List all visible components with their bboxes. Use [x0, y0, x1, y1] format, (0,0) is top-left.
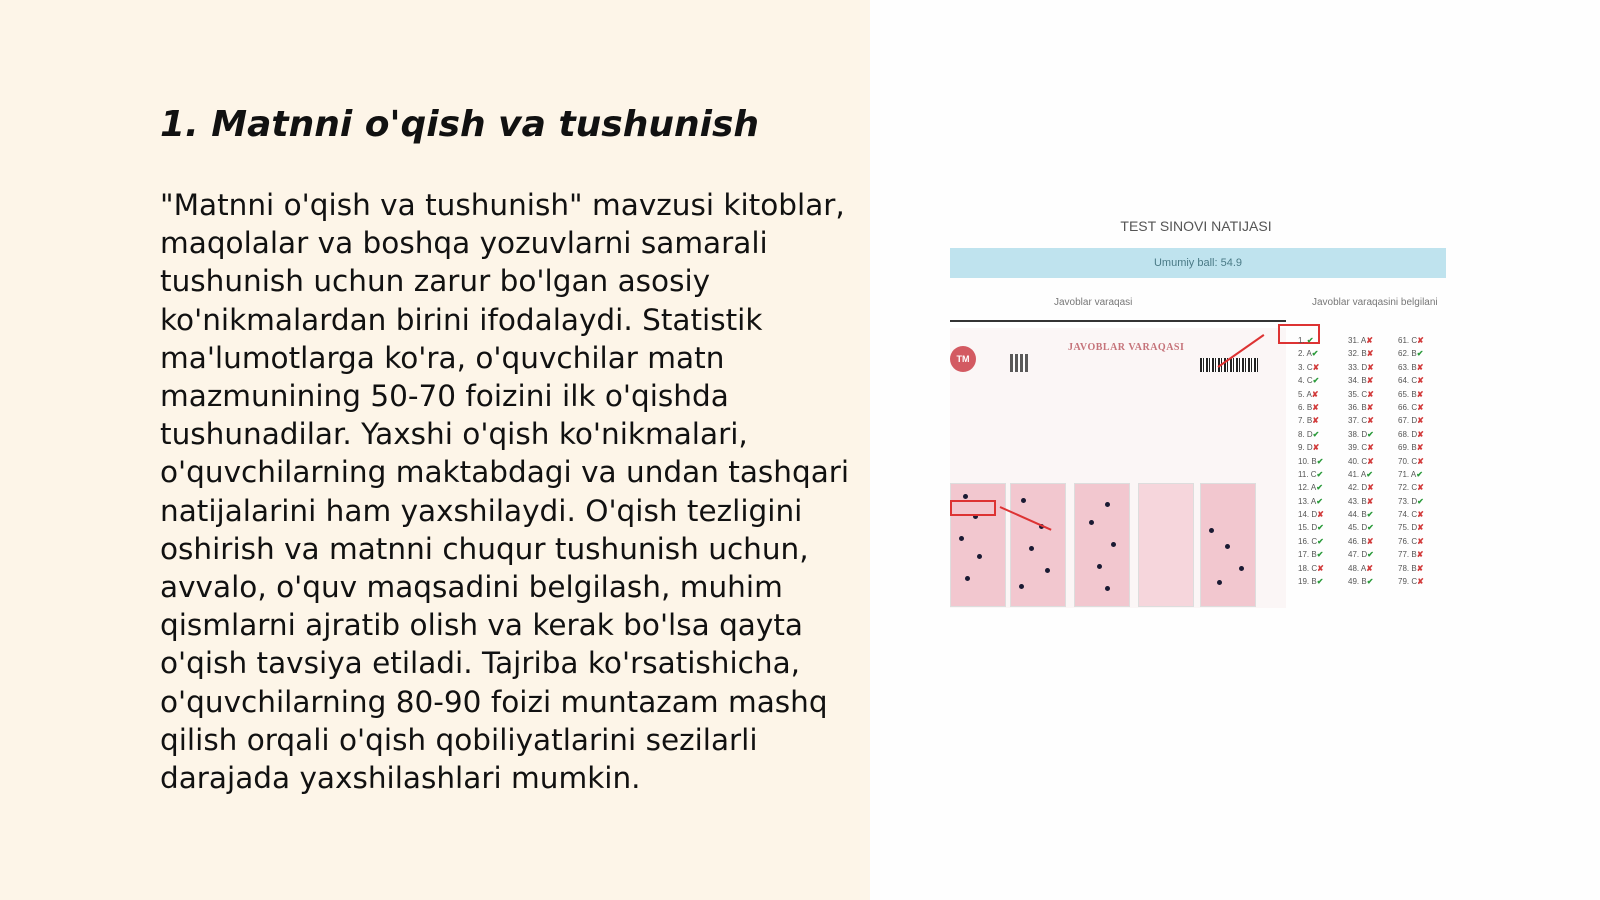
answer-item: 19. B✔	[1298, 577, 1324, 587]
answer-item: 79. C✘	[1398, 577, 1424, 587]
bubble-column	[1138, 483, 1194, 607]
answer-item: 61. C✘	[1398, 336, 1424, 345]
answer-item: 33. D✘	[1348, 362, 1374, 372]
answer-row	[1298, 575, 1448, 588]
answer-item: 46. B✘	[1348, 536, 1374, 546]
answer-item: 38. D✔	[1348, 429, 1374, 439]
answer-key-grid	[1298, 334, 1448, 606]
highlight-box	[950, 500, 996, 516]
bubble-column	[1074, 483, 1130, 607]
answer-row	[1298, 374, 1448, 387]
qr-code-icon	[1010, 354, 1028, 372]
answer-item: 39. C✘	[1348, 443, 1374, 453]
answer-row	[1298, 562, 1448, 575]
answer-item: 77. B✘	[1398, 550, 1424, 560]
figure-title: TEST SINOVI NATIJASI	[1120, 218, 1272, 234]
answer-item: 70. C✘	[1398, 456, 1424, 466]
answer-item: 40. C✘	[1348, 456, 1374, 466]
answer-item: 2. A✔	[1298, 349, 1319, 359]
answer-row	[1298, 388, 1448, 401]
answer-item: 14. D✘	[1298, 510, 1324, 520]
answer-row	[1298, 401, 1448, 414]
answer-row	[1298, 361, 1448, 374]
answer-row	[1298, 521, 1448, 534]
answer-item: 16. C✔	[1298, 536, 1324, 546]
answer-item: 66. C✘	[1398, 402, 1424, 412]
answer-item: 68. D✘	[1398, 429, 1424, 439]
answer-row	[1298, 508, 1448, 521]
bubble-column	[1010, 483, 1066, 607]
answer-item: 36. B✘	[1348, 402, 1374, 412]
answer-row	[1298, 334, 1448, 347]
answer-sheet-scan	[950, 328, 1286, 608]
answer-item: 15. D✔	[1298, 523, 1324, 533]
slide-body-text: "Matnni o'qish va tushunish" mavzusi kitoblar, maqolalar va boshqa yozuvlarni samarali tushunish uchun zarur bo'lgan asosiy ko'nikmalardan birini ifodalaydi. Statistik ma'lumotlarga ko'ra, o'quvchilar matn mazmunining 50-70 foizini ilk o'qishda tushunadilar. Yaxshi o'qish ko'nikmalari, o'quvchilarning maktabdagi va undan tashqari natijalarini ham yaxshilaydi. O'qish tezligini oshirish va matnni chuqur tushunish uchun, avvalo, o'quv maqsadini belgilash, muhim qismlarni ajratib olish va kerak bo'lsa qayta o'qish tavsiya etiladi. Tajriba ko'rsatishicha, o'quvchilarning 80-90 foizi muntazam mashq qilish orqali o'qish qobiliyatlarini sezilarli darajada yaxshilashlari mumkin.	[160, 188, 850, 796]
answer-item: 41. A✔	[1348, 469, 1373, 479]
logo-badge: TM	[950, 346, 976, 372]
answer-item: 17. B✔	[1298, 550, 1324, 560]
answer-row	[1298, 495, 1448, 508]
answer-item: 13. A✔	[1298, 496, 1323, 506]
answer-item: 7. B✘	[1298, 416, 1319, 426]
answer-row	[1298, 428, 1448, 441]
answer-item: 11. C✔	[1298, 469, 1324, 479]
answer-item: 44. B✔	[1348, 510, 1374, 520]
answer-item: 32. B✘	[1348, 349, 1374, 359]
answer-row	[1298, 548, 1448, 561]
answer-row	[1298, 441, 1448, 454]
answer-item: 63. B✘	[1398, 362, 1424, 372]
answer-item: 35. C✘	[1348, 389, 1374, 399]
answer-item: 43. B✘	[1348, 496, 1374, 506]
answer-item: 64. C✘	[1398, 376, 1424, 386]
answer-item: 42. D✘	[1348, 483, 1374, 493]
answer-item: 65. B✘	[1398, 389, 1424, 399]
test-results-image	[946, 210, 1454, 606]
answer-item: 49. B✔	[1348, 577, 1374, 587]
answer-item: 73. D✔	[1398, 496, 1424, 506]
answer-row	[1298, 347, 1448, 360]
slide-title: 1. Matnni o'qish va tushunish	[160, 104, 760, 145]
answer-item: 71. A✔	[1398, 469, 1423, 479]
sheet-heading: JAVOBLAR VARAQASI	[1068, 342, 1185, 353]
answer-item: 1. ✔	[1298, 336, 1314, 345]
answer-item: 34. B✘	[1348, 376, 1374, 386]
answer-item: 18. C✘	[1298, 563, 1324, 573]
answer-item: 9. D✘	[1298, 443, 1320, 453]
answer-row	[1298, 414, 1448, 427]
answer-key-label: Javoblar varaqasini belgilani	[1312, 297, 1438, 308]
answer-item: 4. C✔	[1298, 376, 1320, 386]
answer-item: 62. B✔	[1398, 349, 1424, 359]
answer-row	[1298, 468, 1448, 481]
answer-item: 3. C✘	[1298, 362, 1320, 372]
divider	[950, 320, 1286, 322]
answer-item: 45. D✔	[1348, 523, 1374, 533]
answer-item: 12. A✔	[1298, 483, 1323, 493]
answer-item: 69. B✘	[1398, 443, 1424, 453]
answer-item: 47. D✔	[1348, 550, 1374, 560]
answer-item: 10. B✔	[1298, 456, 1324, 466]
answer-item: 75. D✘	[1398, 523, 1424, 533]
answer-item: 74. C✘	[1398, 510, 1424, 520]
answer-item: 72. C✘	[1398, 483, 1424, 493]
answer-sheet-label: Javoblar varaqasi	[1054, 297, 1133, 308]
answer-item: 8. D✔	[1298, 429, 1320, 439]
answer-row	[1298, 535, 1448, 548]
answer-item: 6. B✘	[1298, 402, 1319, 412]
score-banner: Umumiy ball: 54.9	[950, 248, 1446, 278]
answer-item: 76. C✘	[1398, 536, 1424, 546]
answer-item: 78. B✘	[1398, 563, 1424, 573]
answer-item: 31. A✘	[1348, 336, 1373, 345]
bubble-column	[1200, 483, 1256, 607]
answer-item: 48. A✘	[1348, 563, 1373, 573]
answer-row	[1298, 455, 1448, 468]
answer-item: 67. D✘	[1398, 416, 1424, 426]
answer-row	[1298, 481, 1448, 494]
answer-item: 5. A✘	[1298, 389, 1319, 399]
answer-item: 37. C✘	[1348, 416, 1374, 426]
